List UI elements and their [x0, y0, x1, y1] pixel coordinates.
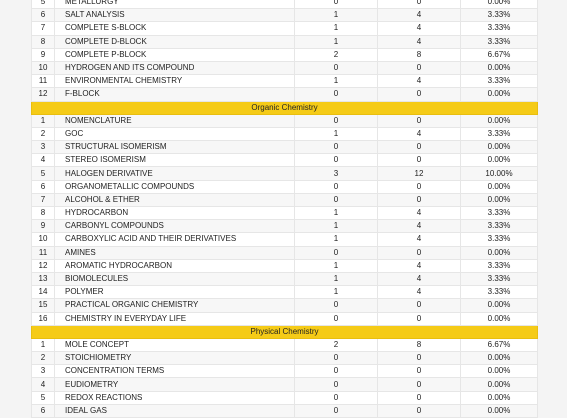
- table-row: [32, 286, 538, 299]
- topic-name: SALT ANALYSIS: [55, 9, 295, 22]
- table-row: [32, 127, 538, 140]
- topic-name: MOLE CONCEPT: [55, 338, 295, 351]
- table-row: [32, 0, 538, 9]
- table-row: [32, 220, 538, 233]
- questions-count: 3: [295, 167, 378, 180]
- marks-count: 4: [378, 220, 461, 233]
- table-row: [32, 88, 538, 101]
- marks-count: 0: [378, 61, 461, 74]
- marks-count: 0: [378, 88, 461, 101]
- row-number: 5: [32, 167, 55, 180]
- table-row: [32, 299, 538, 312]
- row-number: 2: [32, 352, 55, 365]
- marks-count: 0: [378, 352, 461, 365]
- row-number: 6: [32, 180, 55, 193]
- table-row: [32, 404, 538, 417]
- row-number: 11: [32, 246, 55, 259]
- row-number: 10: [32, 233, 55, 246]
- questions-count: 0: [295, 141, 378, 154]
- topic-name: STEREO ISOMERISM: [55, 154, 295, 167]
- questions-count: 2: [295, 338, 378, 351]
- table-row: [32, 141, 538, 154]
- table-row: [32, 167, 538, 180]
- weightage-percent: 3.33%: [461, 127, 538, 140]
- row-number: 9: [32, 220, 55, 233]
- table-row: [32, 61, 538, 74]
- marks-count: 0: [378, 114, 461, 127]
- questions-count: 1: [295, 75, 378, 88]
- topic-name: REDOX REACTIONS: [55, 391, 295, 404]
- questions-count: 0: [295, 180, 378, 193]
- weightage-percent: 0.00%: [461, 352, 538, 365]
- questions-count: 0: [295, 312, 378, 325]
- marks-count: 8: [378, 338, 461, 351]
- topic-name: COMPLETE S-BLOCK: [55, 22, 295, 35]
- questions-count: 1: [295, 259, 378, 272]
- section-header: [32, 101, 538, 114]
- topic-name: COMPLETE P-BLOCK: [55, 48, 295, 61]
- marks-count: 4: [378, 35, 461, 48]
- weightage-percent: 3.33%: [461, 75, 538, 88]
- topic-name: GOC: [55, 127, 295, 140]
- weightage-percent: 0.00%: [461, 0, 538, 9]
- marks-count: 8: [378, 48, 461, 61]
- topic-name: METALLURGY: [55, 0, 295, 9]
- table-row: [32, 22, 538, 35]
- row-number: 13: [32, 272, 55, 285]
- table-row: [32, 272, 538, 285]
- row-number: 1: [32, 338, 55, 351]
- table-row: [32, 365, 538, 378]
- row-number: 8: [32, 35, 55, 48]
- table-row: [32, 391, 538, 404]
- weightage-percent: 3.33%: [461, 207, 538, 220]
- weightage-percent: 0.00%: [461, 299, 538, 312]
- topic-name: PRACTICAL ORGANIC CHEMISTRY: [55, 299, 295, 312]
- weightage-percent: 0.00%: [461, 61, 538, 74]
- table-row: [32, 378, 538, 391]
- questions-count: 1: [295, 22, 378, 35]
- topic-name: NOMENCLATURE: [55, 114, 295, 127]
- table-row: [32, 312, 538, 325]
- table-row: [32, 352, 538, 365]
- marks-count: 0: [378, 0, 461, 9]
- row-number: 6: [32, 9, 55, 22]
- marks-count: 4: [378, 233, 461, 246]
- topic-name: HYDROGEN AND ITS COMPOUND: [55, 61, 295, 74]
- row-number: 10: [32, 61, 55, 74]
- weightage-percent: 0.00%: [461, 193, 538, 206]
- questions-count: 1: [295, 207, 378, 220]
- weightage-percent: 3.33%: [461, 220, 538, 233]
- weightage-percent: 0.00%: [461, 154, 538, 167]
- table-row: [32, 75, 538, 88]
- section-title: Organic Chemistry: [32, 101, 538, 114]
- weightage-percent: 0.00%: [461, 378, 538, 391]
- marks-count: 4: [378, 9, 461, 22]
- weightage-percent: 0.00%: [461, 246, 538, 259]
- topic-name: AROMATIC HYDROCARBON: [55, 259, 295, 272]
- weightage-percent: 0.00%: [461, 114, 538, 127]
- questions-count: 0: [295, 246, 378, 259]
- topic-name: STRUCTURAL ISOMERISM: [55, 141, 295, 154]
- marks-count: 12: [378, 167, 461, 180]
- weightage-percent: 3.33%: [461, 9, 538, 22]
- row-number: 1: [32, 114, 55, 127]
- topic-name: ENVIRONMENTAL CHEMISTRY: [55, 75, 295, 88]
- marks-count: 4: [378, 75, 461, 88]
- topic-name: CHEMISTRY IN EVERYDAY LIFE: [55, 312, 295, 325]
- row-number: 16: [32, 312, 55, 325]
- marks-count: 4: [378, 127, 461, 140]
- table-row: [32, 246, 538, 259]
- row-number: 4: [32, 378, 55, 391]
- questions-count: 2: [295, 48, 378, 61]
- row-number: 3: [32, 365, 55, 378]
- chapter-weightage-table: [31, 0, 538, 418]
- topic-name: F-BLOCK: [55, 88, 295, 101]
- questions-count: 0: [295, 404, 378, 417]
- topic-name: BIOMOLECULES: [55, 272, 295, 285]
- table-row: [32, 48, 538, 61]
- weightage-percent: 0.00%: [461, 404, 538, 417]
- section-title: Physical Chemistry: [32, 325, 538, 338]
- marks-count: 4: [378, 286, 461, 299]
- marks-count: 0: [378, 193, 461, 206]
- table-body: [32, 0, 538, 418]
- weightage-percent: 0.00%: [461, 365, 538, 378]
- weightage-percent: 6.67%: [461, 338, 538, 351]
- marks-count: 4: [378, 272, 461, 285]
- weightage-percent: 3.33%: [461, 259, 538, 272]
- table-row: [32, 233, 538, 246]
- table-row: [32, 154, 538, 167]
- row-number: 3: [32, 141, 55, 154]
- row-number: 14: [32, 286, 55, 299]
- questions-count: 1: [295, 9, 378, 22]
- questions-count: 1: [295, 272, 378, 285]
- marks-count: 0: [378, 312, 461, 325]
- row-number: 5: [32, 0, 55, 9]
- weightage-percent: 10.00%: [461, 167, 538, 180]
- topic-name: AMINES: [55, 246, 295, 259]
- table-row: [32, 35, 538, 48]
- marks-count: 4: [378, 22, 461, 35]
- row-number: 7: [32, 193, 55, 206]
- weightage-percent: 3.33%: [461, 286, 538, 299]
- questions-count: 1: [295, 286, 378, 299]
- topic-name: ALCOHOL & ETHER: [55, 193, 295, 206]
- row-number: 9: [32, 48, 55, 61]
- row-number: 6: [32, 404, 55, 417]
- marks-count: 0: [378, 299, 461, 312]
- row-number: 11: [32, 75, 55, 88]
- marks-count: 4: [378, 207, 461, 220]
- marks-count: 0: [378, 391, 461, 404]
- questions-count: 1: [295, 233, 378, 246]
- weightage-percent: 0.00%: [461, 312, 538, 325]
- table-row: [32, 114, 538, 127]
- row-number: 12: [32, 88, 55, 101]
- marks-count: 0: [378, 378, 461, 391]
- questions-count: 0: [295, 391, 378, 404]
- table-row: [32, 338, 538, 351]
- topic-name: CARBOXYLIC ACID AND THEIR DERIVATIVES: [55, 233, 295, 246]
- weightage-percent: 0.00%: [461, 180, 538, 193]
- questions-count: 1: [295, 35, 378, 48]
- table-row: [32, 193, 538, 206]
- table-row: [32, 207, 538, 220]
- questions-count: 0: [295, 352, 378, 365]
- marks-count: 0: [378, 180, 461, 193]
- weightage-percent: 3.33%: [461, 35, 538, 48]
- weightage-percent: 3.33%: [461, 272, 538, 285]
- table-row: [32, 9, 538, 22]
- marks-count: 0: [378, 154, 461, 167]
- row-number: 8: [32, 207, 55, 220]
- questions-count: 1: [295, 127, 378, 140]
- marks-count: 4: [378, 259, 461, 272]
- questions-count: 0: [295, 154, 378, 167]
- questions-count: 1: [295, 220, 378, 233]
- questions-count: 0: [295, 114, 378, 127]
- weightage-percent: 0.00%: [461, 391, 538, 404]
- marks-count: 0: [378, 365, 461, 378]
- weightage-percent: 3.33%: [461, 233, 538, 246]
- table-row: [32, 259, 538, 272]
- questions-count: 0: [295, 0, 378, 9]
- marks-count: 0: [378, 246, 461, 259]
- row-number: 2: [32, 127, 55, 140]
- questions-count: 0: [295, 88, 378, 101]
- row-number: 15: [32, 299, 55, 312]
- row-number: 4: [32, 154, 55, 167]
- row-number: 5: [32, 391, 55, 404]
- topic-name: STOICHIOMETRY: [55, 352, 295, 365]
- questions-count: 0: [295, 299, 378, 312]
- weightage-percent: 6.67%: [461, 48, 538, 61]
- row-number: 7: [32, 22, 55, 35]
- topic-name: CONCENTRATION TERMS: [55, 365, 295, 378]
- row-number: 12: [32, 259, 55, 272]
- topic-name: ORGANOMETALLIC COMPOUNDS: [55, 180, 295, 193]
- weightage-percent: 0.00%: [461, 88, 538, 101]
- topic-name: HALOGEN DERIVATIVE: [55, 167, 295, 180]
- weightage-percent: 0.00%: [461, 141, 538, 154]
- questions-count: 0: [295, 193, 378, 206]
- topic-name: COMPLETE D-BLOCK: [55, 35, 295, 48]
- questions-count: 0: [295, 378, 378, 391]
- topic-name: EUDIOMETRY: [55, 378, 295, 391]
- topic-name: POLYMER: [55, 286, 295, 299]
- weightage-percent: 3.33%: [461, 22, 538, 35]
- questions-count: 0: [295, 365, 378, 378]
- table-row: [32, 180, 538, 193]
- section-header: [32, 325, 538, 338]
- topic-name: HYDROCARBON: [55, 207, 295, 220]
- topic-name: IDEAL GAS: [55, 404, 295, 417]
- questions-count: 0: [295, 61, 378, 74]
- marks-count: 0: [378, 404, 461, 417]
- topic-name: CARBONYL COMPOUNDS: [55, 220, 295, 233]
- marks-count: 0: [378, 141, 461, 154]
